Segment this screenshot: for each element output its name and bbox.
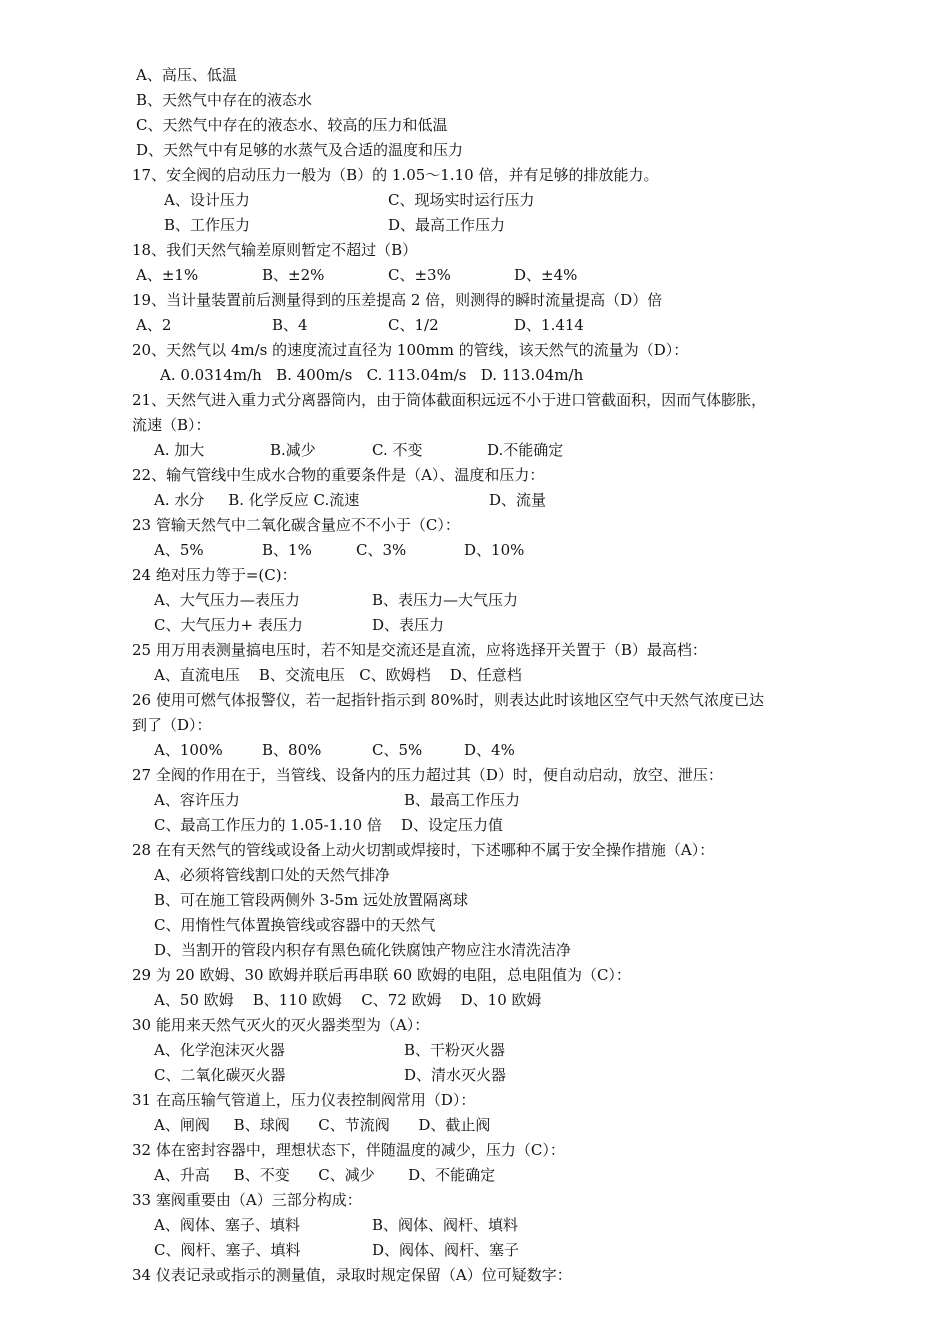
question-stem: 24 绝对压力等于=(C)： [132, 566, 297, 584]
question-stem: 33 塞阀重要由（A）三部分构成： [132, 1191, 362, 1209]
answer-option: A. 0.0314m/h B. 400m/s C. 113.04m/s D. 113.04m/h [160, 366, 584, 384]
question-stem: 20、天然气以 4m/s 的速度流过直径为 100mm 的管线，该天然气的流量为（D）： [132, 341, 689, 359]
answer-option: D、±4% [514, 266, 578, 284]
question-stem: 32 体在密封容器中，理想状态下，伴随温度的减少，压力（C）： [132, 1141, 565, 1159]
answer-option: C、最高工作压力的 1.05-1.10 倍 D、设定压力值 [154, 816, 503, 834]
answer-option: A、100% [154, 741, 223, 759]
answer-option: C、5% [372, 741, 423, 759]
answer-option: A、5% [154, 541, 204, 559]
question-stem: 31 在高压输气管道上，压力仪表控制阀常用（D）： [132, 1091, 476, 1109]
answer-option: B、1% [262, 541, 312, 559]
question-stem: 21、天然气进入重力式分离器筒内，由于筒体截面积远远不小于进口管截面积，因而气体膨胀， [132, 391, 767, 409]
answer-option: B、可在施工管段两侧外 3-5m 远处放置隔离球 [154, 891, 468, 909]
answer-option: B、±2% [262, 266, 325, 284]
answer-option: A、±1% [136, 266, 199, 284]
answer-option: D、天然气中有足够的水蒸气及合适的温度和压力 [136, 141, 464, 159]
answer-option: A、容许压力 [154, 791, 240, 809]
question-stem: 30 能用来天然气灭火的灭火器类型为（A）： [132, 1016, 430, 1034]
question-stem: 19、当计量装置前后测量得到的压差提高 2 倍，则测得的瞬时流量提高（D）倍 [132, 291, 663, 309]
question-stem: 到了（D）： [132, 716, 212, 734]
answer-option: A、阀体、塞子、填料 [154, 1216, 300, 1234]
answer-option: C、1/2 [388, 316, 439, 334]
question-stem: 26 使用可燃气体报警仪，若一起指针指示到 80%时，则表达此时该地区空气中天然气浓度已达 [132, 691, 764, 709]
answer-option: D、4% [464, 741, 515, 759]
question-stem: 23 管输天然气中二氧化碳含量应不不小于（C）： [132, 516, 460, 534]
answer-option: A、大气压力—表压力 [154, 591, 300, 609]
question-stem: 流速（B）： [132, 416, 211, 434]
question-stem: 17、安全阀的启动压力一般为（B）的 1.05～1.10 倍，并有足够的排放能力。 [132, 166, 659, 184]
answer-option: B、阀体、阀杆、填料 [372, 1216, 519, 1234]
answer-option: A、升高 B、不变 C、减少 D、不能确定 [154, 1166, 496, 1184]
answer-option: D.不能确定 [487, 441, 564, 459]
answer-option: A、高压、低温 [136, 66, 237, 84]
answer-option: B、4 [272, 316, 308, 334]
answer-option: D、表压力 [372, 616, 445, 634]
answer-option: A、设计压力 [164, 191, 250, 209]
answer-option: D、清水灭火器 [404, 1066, 507, 1084]
question-stem: 28 在有天然气的管线或设备上动火切割或焊接时，下述哪种不属于安全操作措施（A）： [132, 841, 715, 859]
answer-option: A、闸阀 B、球阀 C、节流阀 D、截止阀 [154, 1116, 491, 1134]
answer-option: A. 水分 B. 化学反应 C.流速 [154, 491, 360, 509]
answer-option: B、表压力—大气压力 [372, 591, 519, 609]
answer-option: B.减少 [270, 441, 316, 459]
question-stem: 22、输气管线中生成水合物的重要条件是（A）、温度和压力： [132, 466, 545, 484]
answer-option: D、1.414 [514, 316, 584, 334]
answer-option: A、直流电压 B、交流电压 C、欧姆档 D、任意档 [154, 666, 522, 684]
question-stem: 27 全阀的作用在于，当管线、设备内的压力超过其（D）时，便自动启动，放空、泄压： [132, 766, 723, 784]
answer-option: B、工作压力 [164, 216, 251, 234]
answer-option: A、必须将管线割口处的天然气排净 [154, 866, 390, 884]
answer-option: D、10% [464, 541, 525, 559]
answer-option: C、3% [356, 541, 407, 559]
answer-option: C、用惰性气体置换管线或容器中的天然气 [154, 916, 436, 934]
answer-option: C、天然气中存在的液态水、较高的压力和低温 [136, 116, 448, 134]
answer-option: C、现场实时运行压力 [388, 191, 535, 209]
answer-option: B、最高工作压力 [404, 791, 521, 809]
answer-option: A、50 欧姆 B、110 欧姆 C、72 欧姆 D、10 欧姆 [154, 991, 542, 1009]
answer-option: C、阀杆、塞子、填料 [154, 1241, 301, 1259]
answer-option: B、天然气中存在的液态水 [136, 91, 313, 109]
question-stem: 18、我们天然气输差原则暂定不超过（B） [132, 241, 418, 259]
answer-option: B、干粉灭火器 [404, 1041, 506, 1059]
answer-option: C. 不变 [372, 441, 423, 459]
answer-option: C、大气压力+ 表压力 [154, 616, 303, 634]
answer-option: D、阀体、阀杆、塞子 [372, 1241, 520, 1259]
answer-option: B、80% [262, 741, 322, 759]
answer-option: A. 加大 [154, 441, 205, 459]
answer-option: D、流量 [489, 491, 547, 509]
answer-option: D、当割开的管段内积存有黑色硫化铁腐蚀产物应注水清洗洁净 [154, 941, 572, 959]
question-stem: 25 用万用表测量搞电压时，若不知是交流还是直流，应将选择开关置于（B）最高档： [132, 641, 707, 659]
answer-option: A、化学泡沫灭火器 [154, 1041, 285, 1059]
question-stem: 29 为 20 欧姆、30 欧姆并联后再串联 60 欧姆的电阻，总电阻值为（C）： [132, 966, 631, 984]
answer-option: C、二氧化碳灭火器 [154, 1066, 286, 1084]
answer-option: D、最高工作压力 [388, 216, 506, 234]
answer-option: C、±3% [388, 266, 451, 284]
answer-option: A、2 [136, 316, 172, 334]
question-stem: 34 仪表记录或指示的测量值，录取时规定保留（A）位可疑数字： [132, 1266, 572, 1284]
